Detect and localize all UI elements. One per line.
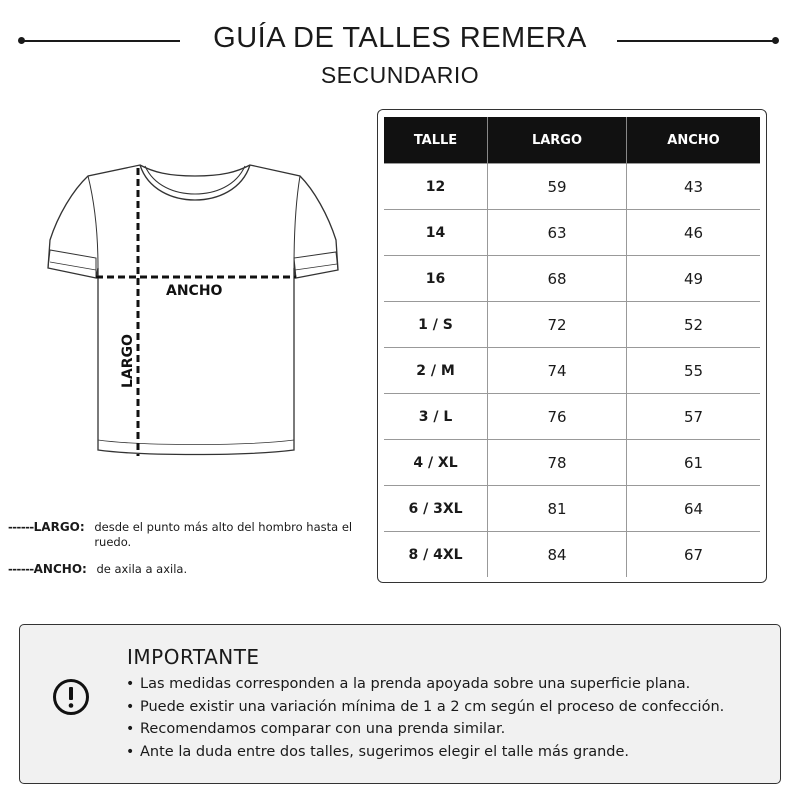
list-item [126, 718, 724, 741]
important-list [126, 673, 724, 763]
table-row [384, 210, 760, 256]
tshirt-diagram [28, 150, 363, 470]
table-row [384, 302, 760, 348]
exclamation-circle-icon [52, 678, 90, 716]
cell-largo: 84 [488, 532, 627, 578]
size-table-box [377, 109, 767, 583]
cell-ancho: 57 [627, 394, 761, 440]
table-header-row [384, 117, 760, 164]
cell-talle: 6 / 3XL [384, 486, 488, 532]
list-item [126, 696, 724, 719]
important-box [19, 624, 781, 784]
bullet: • [126, 743, 135, 760]
cell-largo: 81 [488, 486, 627, 532]
cell-largo: 74 [488, 348, 627, 394]
cell-talle: 3 / L [384, 394, 488, 440]
legend-desc: desde el punto más alto del hombro hasta el ruedo. [94, 520, 353, 549]
cell-largo: 76 [488, 394, 627, 440]
tshirt-outline [48, 165, 338, 455]
bullet: • [126, 721, 135, 737]
cell-ancho: 55 [627, 348, 761, 394]
page-subtitle: SECUNDARIO [320, 62, 480, 88]
cell-ancho: 67 [627, 532, 761, 578]
page-title: GUÍA DE TALLES REMERA [213, 22, 587, 54]
legend-largo [8, 520, 378, 550]
width-label: ANCHO [166, 283, 223, 299]
size-table [384, 117, 760, 577]
cell-largo: 63 [488, 210, 627, 256]
legend-desc: de axila a axila. [96, 562, 188, 576]
table-row [384, 486, 760, 532]
list-item [126, 741, 724, 764]
cell-talle: 16 [384, 256, 488, 302]
cell-talle: 4 / XL [384, 440, 488, 486]
header-talle: TALLE [384, 117, 488, 164]
cell-ancho: 64 [627, 486, 761, 532]
cell-largo: 78 [488, 440, 627, 486]
legend-dash: ------ [8, 562, 34, 576]
legend-key: ANCHO: [33, 562, 87, 576]
list-item [126, 673, 724, 696]
table-row [384, 394, 760, 440]
cell-largo: 59 [488, 164, 627, 210]
cell-talle: 2 / M [384, 348, 488, 394]
header-ancho: ANCHO [627, 117, 761, 164]
table-row [384, 348, 760, 394]
table-row [384, 440, 760, 486]
cell-ancho: 46 [627, 210, 761, 256]
cell-talle: 12 [384, 164, 488, 210]
important-title: IMPORTANTE [127, 645, 260, 669]
cell-ancho: 49 [627, 256, 761, 302]
legend-ancho [8, 562, 187, 577]
list-item-text: Recomendamos comparar con una prenda similar. [140, 721, 506, 737]
cell-ancho: 61 [627, 440, 761, 486]
cell-largo: 68 [488, 256, 627, 302]
cell-talle: 8 / 4XL [384, 532, 488, 578]
cell-ancho: 43 [627, 164, 761, 210]
bullet: • [126, 698, 135, 715]
length-label: LARGO [120, 334, 136, 388]
table-row [384, 256, 760, 302]
list-item-text: Las medidas corresponden a la prenda apoyada sobre una superficie plana. [140, 676, 691, 692]
table-row [384, 532, 760, 578]
table-row [384, 164, 760, 210]
cell-largo: 72 [488, 302, 627, 348]
cell-ancho: 52 [627, 302, 761, 348]
cell-talle: 1 / S [384, 302, 488, 348]
list-item-text: Puede existir una variación mínima de 1 a 2 cm según el proceso de confección. [140, 698, 725, 715]
legend-dash: ------ [8, 520, 34, 534]
bullet: • [126, 676, 135, 692]
cell-talle: 14 [384, 210, 488, 256]
list-item-text: Ante la duda entre dos talles, sugerimos elegir el talle más grande. [140, 743, 630, 760]
legend-key: LARGO: [33, 520, 85, 534]
header-largo: LARGO [488, 117, 627, 164]
